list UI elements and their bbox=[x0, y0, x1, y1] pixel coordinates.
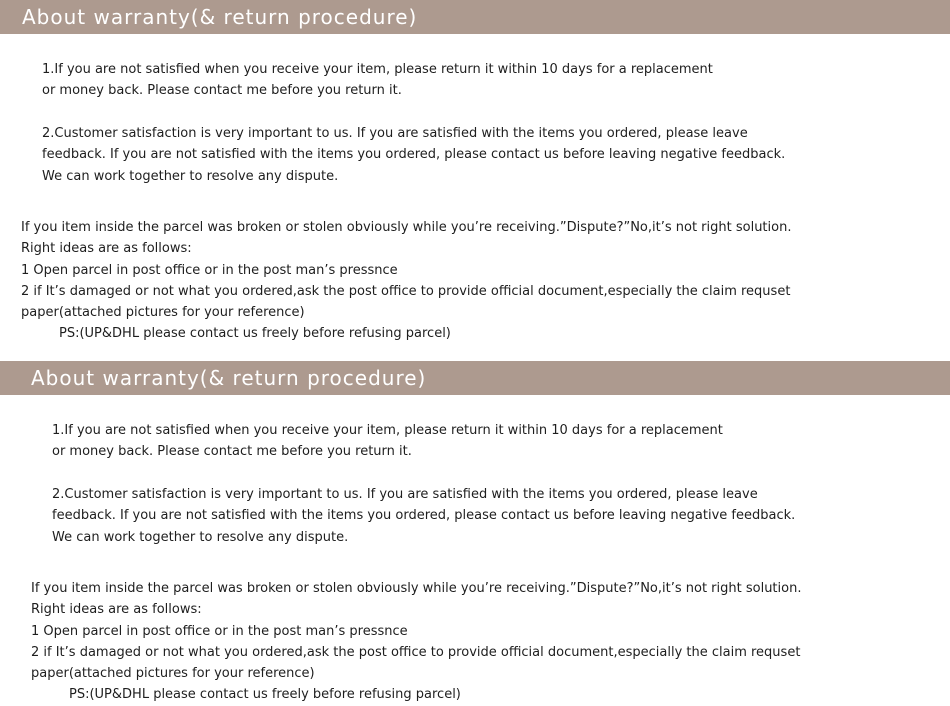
ps-note: PS:(UP&DHL please contact us freely before refusing parcel) bbox=[69, 687, 461, 703]
ps-note: PS:(UP&DHL please contact us freely before refusing parcel) bbox=[59, 326, 451, 342]
return-policy-line: or money back. Please contact me before you return it. bbox=[52, 444, 412, 460]
section-title-banner: About warranty(& return procedure) bbox=[0, 0, 950, 34]
parcel-note-line: 2 if It’s damaged or not what you ordered,ask the post office to provide official document,especially the claim requset bbox=[31, 644, 801, 660]
parcel-note-line: If you item inside the parcel was broken or stolen obviously while you’re receiving.”Dispute?”No,it’s not right solution. bbox=[21, 220, 792, 235]
satisfaction-line: 2.Customer satisfaction is very important to us. If you are satisfied with the items you ordered, please leave bbox=[52, 487, 758, 502]
return-policy-paragraph bbox=[42, 59, 713, 102]
reference-text: paper(attached pictures for your reference) bbox=[21, 305, 305, 321]
section-title-banner: About warranty(& return procedure) bbox=[0, 361, 950, 395]
satisfaction-line: We can work together to resolve any dispute. bbox=[42, 168, 339, 184]
return-policy-paragraph bbox=[52, 420, 723, 463]
parcel-note-line: If you item inside the parcel was broken or stolen obviously while you’re receiving.”Dispute?”No,it’s not right solution. bbox=[31, 581, 802, 596]
parcel-notes-paragraph bbox=[31, 578, 801, 706]
parcel-note-line: 1 Open parcel in post office or in the post man’s pressnce bbox=[21, 262, 398, 278]
satisfaction-line: We can work together to resolve any dispute. bbox=[52, 529, 349, 545]
parcel-note-line: 1 Open parcel in post office or in the post man’s pressnce bbox=[31, 623, 408, 639]
satisfaction-line: feedback. If you are not satisfied with the items you ordered, please contact us before leaving negative feedback. bbox=[52, 508, 796, 524]
satisfaction-line: feedback. If you are not satisfied with the items you ordered, please contact us before leaving negative feedback. bbox=[42, 147, 786, 163]
return-policy-line: 1.If you are not satisfied when you receive your item, please return it within 10 days for a replacement bbox=[52, 423, 723, 438]
return-policy-line: or money back. Please contact me before you return it. bbox=[42, 83, 402, 99]
parcel-note-line: 2 if It’s damaged or not what you ordered,ask the post office to provide official document,especially the claim requset bbox=[21, 283, 791, 299]
parcel-note-line bbox=[31, 663, 801, 706]
parcel-note-line: Right ideas are as follows: bbox=[21, 241, 192, 257]
satisfaction-paragraph bbox=[42, 123, 785, 187]
parcel-notes-paragraph bbox=[21, 217, 791, 345]
parcel-note-line: Right ideas are as follows: bbox=[31, 602, 202, 618]
parcel-note-line bbox=[21, 302, 791, 345]
satisfaction-line: 2.Customer satisfaction is very important to us. If you are satisfied with the items you ordered, please leave bbox=[42, 126, 748, 141]
satisfaction-paragraph bbox=[52, 484, 795, 548]
reference-text: paper(attached pictures for your reference) bbox=[31, 666, 315, 682]
warranty-section-2 bbox=[0, 361, 950, 703]
return-policy-line: 1.If you are not satisfied when you receive your item, please return it within 10 days for a replacement bbox=[42, 62, 713, 77]
warranty-section-1 bbox=[0, 0, 950, 342]
